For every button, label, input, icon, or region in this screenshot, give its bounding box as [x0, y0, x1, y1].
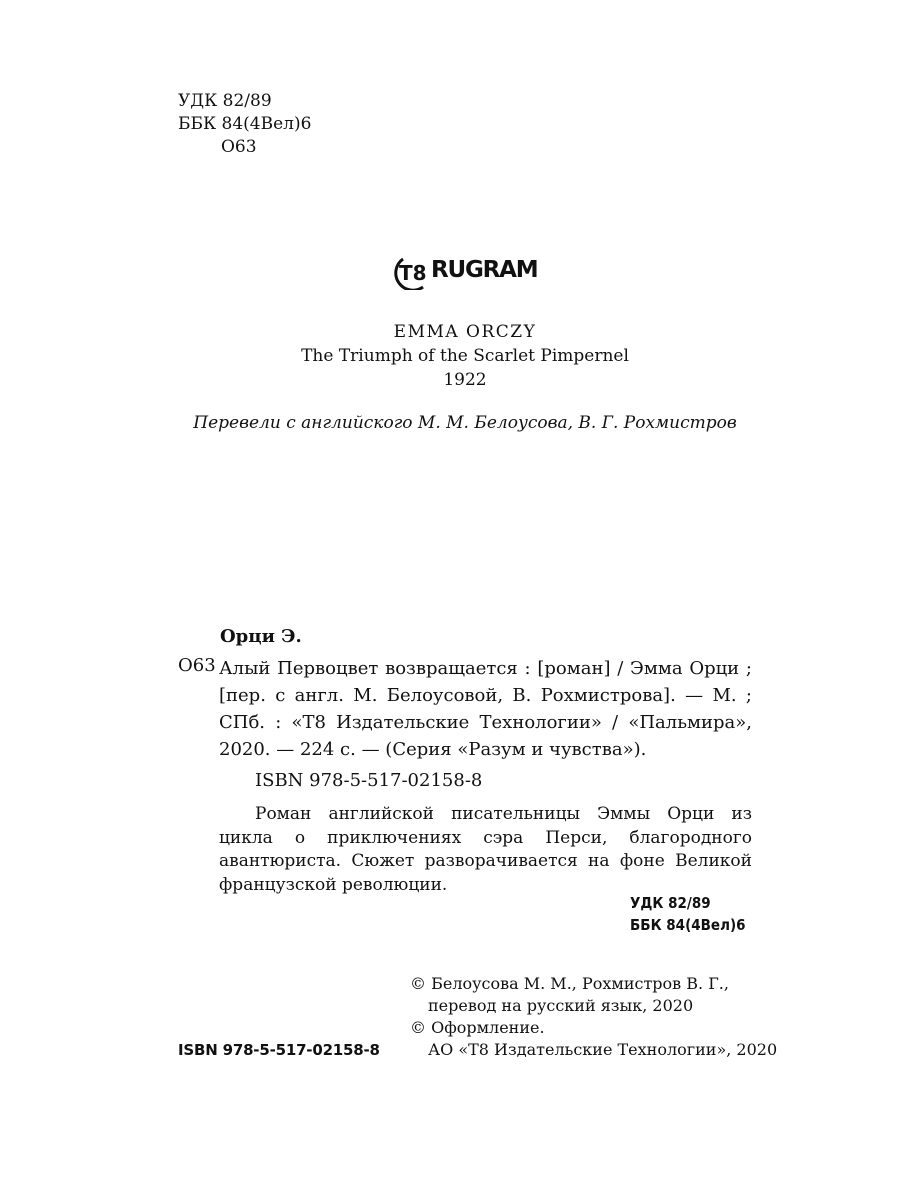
- original-edition-info: [0, 320, 900, 392]
- classification-codes-right: [630, 892, 746, 936]
- author-mark: О63: [221, 137, 257, 157]
- translators-line: Перевели с английского М. М. Белоусова, В. Г. Рохмистров: [193, 413, 737, 433]
- original-year: 1922: [443, 370, 487, 390]
- copyright-line: перевод на русский язык, 2020: [428, 996, 694, 1015]
- udk-code: УДК 82/89: [178, 91, 272, 111]
- bibliographic-description: Алый Первоцвет возвращается : [роман] / Эмма Орци ; [пер. с англ. М. Белоусовой, В. Рохмистрова]. — М. ; СПб. : «Т8 Издательские Технологии» / «Пальмира», 2020. — 224 с. — (Серия «Разум и чувства»).: [219, 658, 752, 760]
- bbk-code-right: ББК 84(4Вел)6: [630, 916, 746, 934]
- copyright-line: © Белоусова М. М., Рохмистров В. Г.,: [410, 974, 729, 993]
- isbn-bottom: ISBN 978-5-517-02158-8: [178, 1041, 380, 1059]
- copyright-block: [410, 973, 777, 1061]
- udk-code-right: УДК 82/89: [630, 894, 711, 912]
- original-author: EMMA ORCZY: [393, 322, 537, 342]
- isbn: ISBN 978-5-517-02158-8: [255, 770, 483, 791]
- classification-codes: [178, 90, 311, 159]
- bibliographic-code: О63: [178, 655, 216, 676]
- t8-badge-icon: [393, 250, 429, 290]
- author-heading: Орци Э.: [220, 626, 302, 647]
- svg-text:T8: T8: [399, 261, 427, 285]
- publisher-wordmark: RUGRAM: [431, 257, 538, 283]
- annotation: Роман английской писательницы Эммы Орци из цикла о приключениях сэра Перси, благородного авантюриста. Сюжет разворачивается на фоне Великой французской революции.: [219, 804, 752, 895]
- copyright-line: © Оформление.: [410, 1018, 545, 1037]
- publisher-logo: [393, 250, 537, 290]
- original-title: The Triumph of the Scarlet Pimpernel: [301, 346, 629, 366]
- copyright-line: АО «Т8 Издательские Технологии», 2020: [428, 1040, 778, 1059]
- bbk-code: ББК 84(4Вел)6: [178, 114, 312, 134]
